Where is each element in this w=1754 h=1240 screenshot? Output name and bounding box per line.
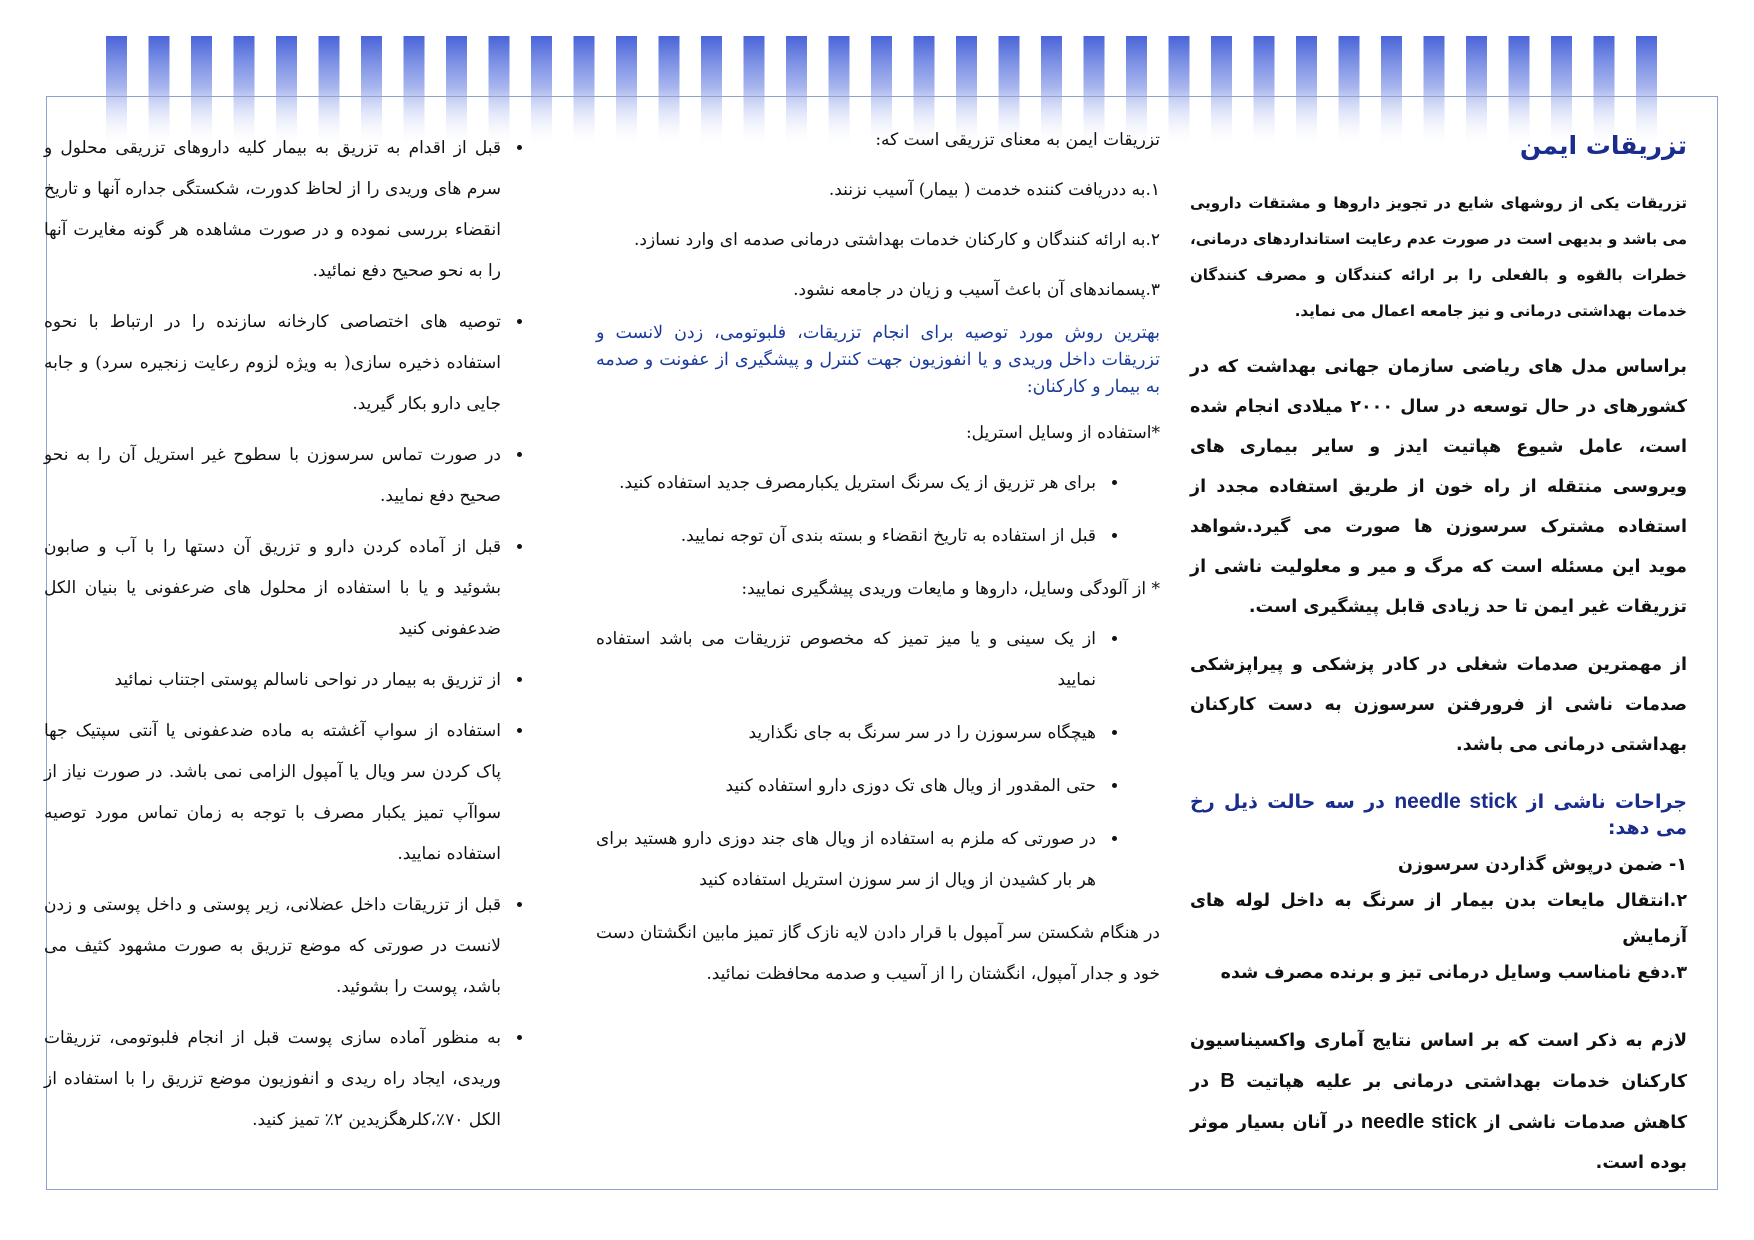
definition-intro: تزریقات ایمن به معنای تزریقی است که: (875, 130, 1160, 150)
needle-heading-pre: جراحات ناشی از (1526, 791, 1687, 813)
precautions-list (44, 128, 562, 1141)
case-item: ۱- ضمن درپوش گذاردن سرسوزن (1397, 855, 1687, 875)
contamination-list (596, 619, 1160, 901)
vaccination-paragraph (1190, 1021, 1687, 1183)
best-method-paragraph: بهترین روش مورد توصیه برای انجام تزریقات، فلبوتومی، زدن لانست و تزریقات داخل وریدی و یا انفوزیون جهت کنترل و پیشگیری از عفونت و صدمه به بیمار و کارکنان: (596, 323, 1160, 397)
list-item: • قبل از تزریقات داخل عضلانی، زیر پوستی و داخل پوستی و زدن لانست در صورتی که موضع تزریق به صورت مشهود کثیف می باشد، پوست را بشوئید. (44, 885, 505, 1008)
needle-stick-heading (1190, 789, 1687, 841)
column-precautions (44, 128, 562, 1151)
list-item: • توصیه های اختصاصی کارخانه سازنده را در ارتباط با نحوه استفاده ذخیره سازی( به ویژه لزوم رعایت زنجیره سرد) و جابه جایی دارو بکار گیرید. (44, 302, 505, 425)
closing-term: needle stick (1360, 1111, 1477, 1133)
who-paragraph: براساس مدل های ریاضی سازمان جهانی بهداشت که در کشورهای در حال توسعه در سال ۲۰۰۰ میلادی انجام شده است، عامل شیوع هپاتیت ایدز و سایر بیماری های ویروسی منتقله از راه خون از طریق استفاده مجدد از استفاده مشترک سرسوزن ها صورت می گیرد.شواهد موید این مسئله است که مرگ و میر و معلولیت ناشی از تزریقات غیر ایمن تا حد زیادی قابل پیشگیری است. (1190, 357, 1687, 617)
list-item: • استفاده از سواپ آغشته به ماده ضدعفونی یا آنتی سپتیک جها پاک کردن سر ویال یا آمپول الزامی نمی باشد. در صورت نیاز از سواآپ تمیز یکبار مصرف با توجه به زمان تماس مورد توصیه استفاده نمایید. (44, 711, 505, 875)
sterile-heading: *استفاده از وسایل استریل: (965, 423, 1160, 443)
list-item: • برای هر تزریق از یک سرنگ استریل یکبارمصرف جدید استفاده کنید. (596, 463, 1100, 504)
column-intro (1190, 128, 1687, 1201)
closing-mid: در کاهش صدمات ناشی از (1190, 1072, 1688, 1133)
contamination-heading: * از آلودگی وسایل، داروها و مایعات وریدی پیشگیری نمایید: (741, 579, 1160, 599)
list-item: • در صورت تماس سرسوزن با سطوح غیر استریل آن را به نحو صحیح دفع نمایید. (44, 435, 505, 517)
definition-point: ۳.پسماندهای آن باعث آسیب و زیان در جامعه نشود. (793, 280, 1160, 300)
list-item: • از یک سینی و یا میز تمیز که مخصوص تزریقات می باشد استفاده نمایید (596, 619, 1100, 701)
list-item: • قبل از استفاده به تاریخ انقضاء و بسته بندی آن توجه نمایید. (596, 516, 1100, 557)
list-item: • قبل از آماده کردن دارو و تزریق آن دستها را با آب و صابون بشوئید و یا با استفاده از محلول های ضرعفونی یا بنیان الکل ضدعفونی کنید (44, 527, 505, 650)
list-item: • حتی المقدور از ویال های تک دوزی دارو استفاده کنید (596, 766, 1100, 807)
list-item: • هیچگاه سرسوزن را در سر سرنگ به جای نگذارید (596, 713, 1100, 754)
list-item: • به منظور آماده سازی پوست قبل از انجام فلبوتومی، تزریقات وریدی، ایجاد راه ریدی و انفوزیون موضع تزریق را با استفاده از الکل ۷۰٪،کلرهگزیدین ۲٪ تمیز کنید. (44, 1018, 505, 1141)
list-item: • از تزریق به بیمار در نواحی ناسالم پوستی اجتناب نمائید (44, 660, 505, 701)
column-safe-injection (596, 120, 1160, 1004)
hepatitis-b-label: B (1220, 1070, 1235, 1092)
needle-heading-post: در سه حالت ذیل رخ می دهد: (1190, 791, 1687, 839)
needle-heading-term: needle stick (1394, 790, 1518, 813)
sterile-list (596, 463, 1160, 557)
page-title: تزریقات ایمن (1519, 131, 1687, 160)
case-item: ۲.انتقال مایعات بدن بیمار از سرنگ به داخل لوله های آزمایش (1190, 891, 1687, 947)
occupational-injury-paragraph: از مهمترین صدمات شغلی در کادر پزشکی و پیراپزشکی صدمات ناشی از فرورفتن سرسوزن به دست کارکنان بهداشتی درمانی می باشد. (1190, 655, 1687, 755)
closing-pre: لازم به ذکر است که بر اساس نتایج آماری واکسیناسیون کارکنان خدمات بهداشتی درمانی بر علیه هپاتیت (1190, 1031, 1688, 1092)
case-item: ۳.دفع نامناسب وسایل درمانی تیز و برنده مصرف شده (1220, 963, 1687, 983)
closing-post: در آنان بسیار موثر بوده است. (1190, 1113, 1687, 1173)
definition-point: ۱.به ددریافت کننده خدمت ( بیمار) آسیب نزنند. (828, 180, 1160, 200)
list-item: • قبل از اقدام به تزریق به بیمار کلیه داروهای تزریقی محلول و سرم های وریدی را از لحاظ کدورت، شکستگی جداره آنها و تاریخ انقضاء بررسی نموده و در صورت مشاهده هر گونه مغایرت آنها را به نحو صحیح دفع نمائید. (44, 128, 505, 292)
ampoule-paragraph: در هنگام شکستن سر آمپول با قرار دادن لایه نازک گاز تمیز مابین انگشتان دست خود و جدار آمپول، انگشتان را از آسیب و صدمه محافظت نمائید. (596, 923, 1160, 984)
definition-point: ۲.به ارائه کنندگان و کارکنان خدمات بهداشتی درمانی صدمه ای وارد نسازد. (634, 230, 1160, 250)
intro-paragraph: تزریقات یکی از روشهای شایع در تجویز داروها و مشتقات دارویی می باشد و بدیهی است در صورت عدم رعایت استانداردهای درمانی، خطرات بالقوه و بالفعلی را بر ارائه کنندگان و مصرف کنندگان خدمات بهداشتی درمانی و نیز جامعه اعمال می نماید. (1190, 194, 1687, 320)
list-item: • در صورتی که ملزم به استفاده از ویال های جند دوزی دارو هستید برای هر بار کشیدن از ویال از سر سوزن استریل استفاده کنید (596, 819, 1100, 901)
